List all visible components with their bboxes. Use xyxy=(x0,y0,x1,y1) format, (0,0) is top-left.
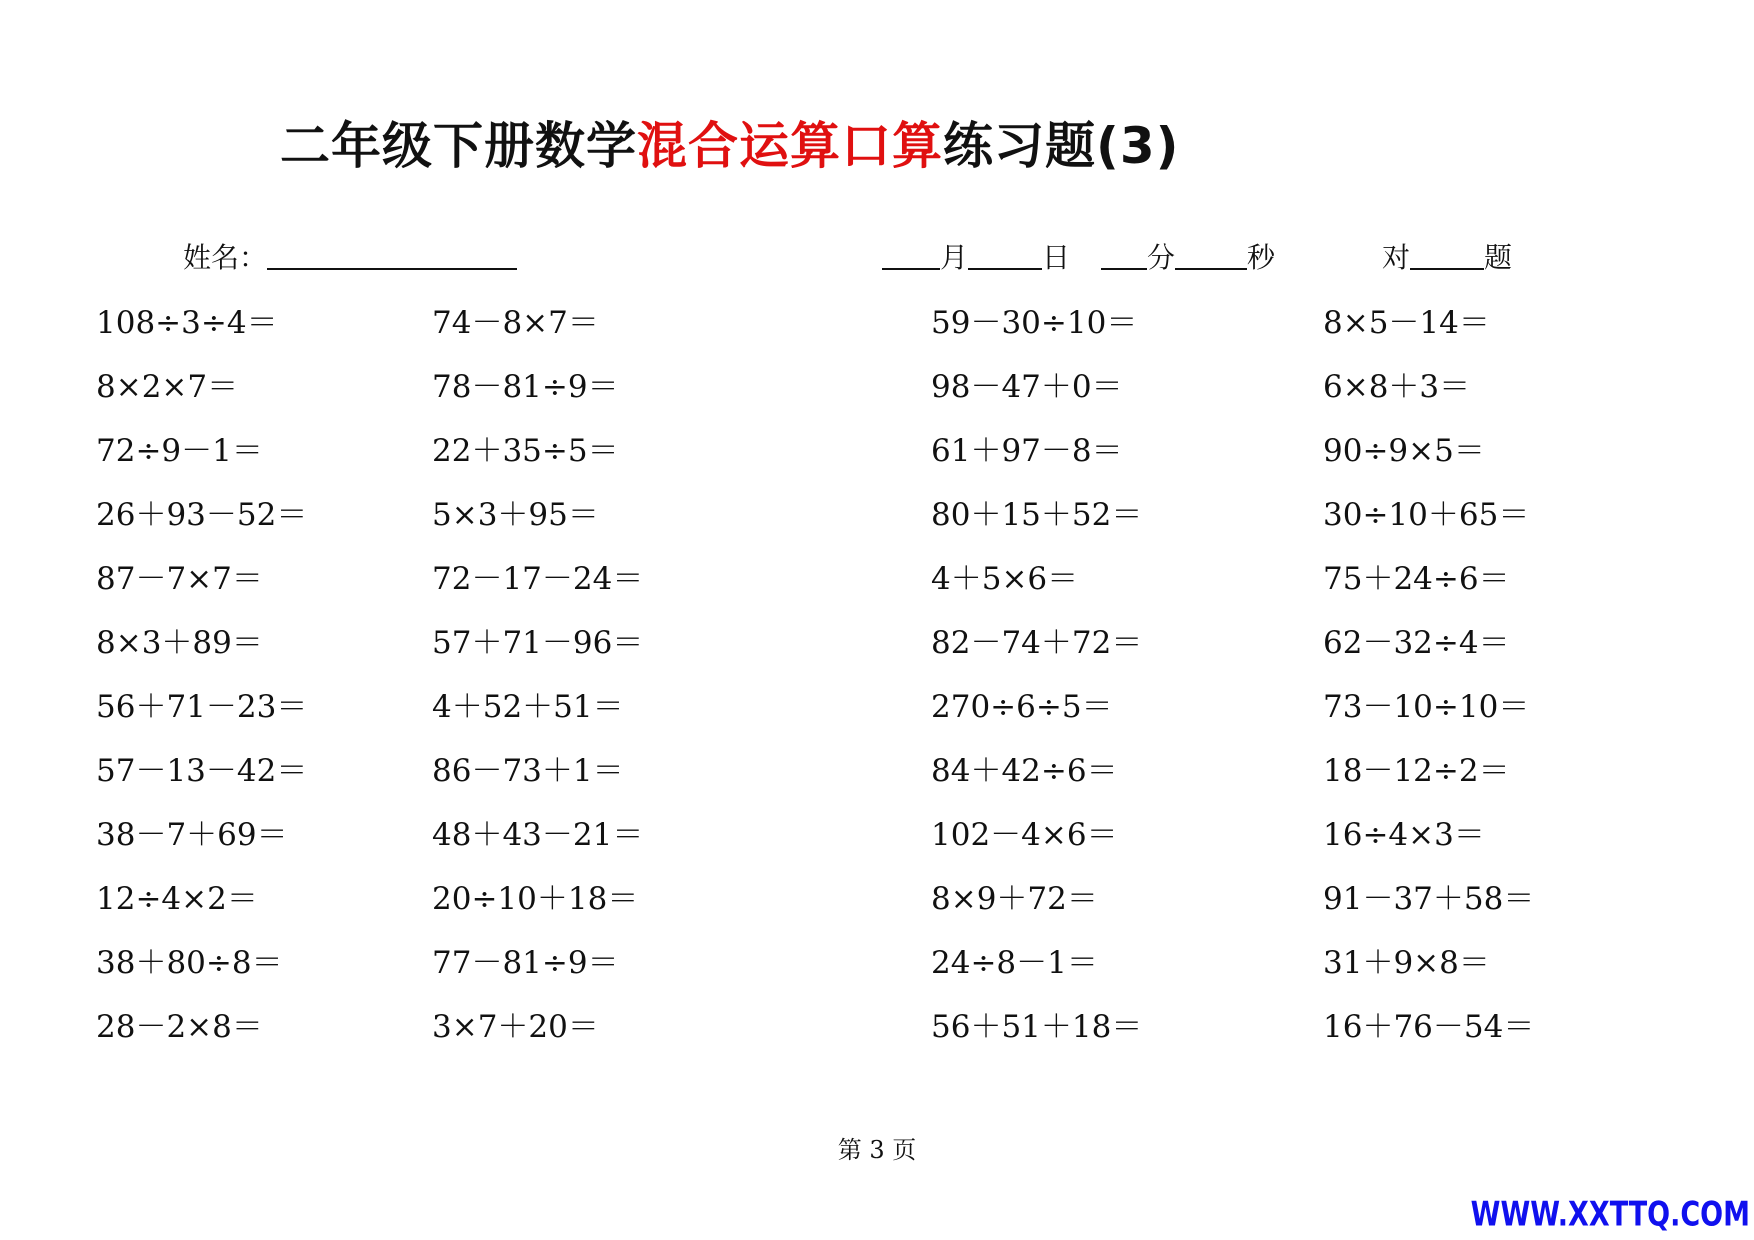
problem-item: 8×9＋72＝ xyxy=(931,881,1098,917)
problem-item: 38－7＋69＝ xyxy=(96,817,288,853)
problem-item: 87－7×7＝ xyxy=(96,561,263,597)
problem-item: 74－8×7＝ xyxy=(432,305,599,341)
problem-item: 57－13－42＝ xyxy=(96,753,308,789)
problem-item: 26＋93－52＝ xyxy=(96,497,308,533)
problem-item: 18－12÷2＝ xyxy=(1323,753,1510,789)
name-blank[interactable] xyxy=(267,238,517,270)
second-blank[interactable] xyxy=(1175,238,1247,270)
score-blank[interactable] xyxy=(1410,238,1484,270)
problem-item: 4＋5×6＝ xyxy=(931,561,1079,597)
score-field xyxy=(1382,238,1512,278)
day-label: 日 xyxy=(1042,241,1071,274)
questions-label: 题 xyxy=(1484,241,1513,274)
problem-item: 6×8＋3＝ xyxy=(1323,369,1471,405)
problem-item: 3×7＋20＝ xyxy=(432,1009,599,1045)
problem-item: 20÷10＋18＝ xyxy=(432,881,639,917)
problem-item: 16＋76－54＝ xyxy=(1323,1009,1535,1045)
problem-item: 62－32÷4＝ xyxy=(1323,625,1510,661)
title-part1: 二年级下册数学 xyxy=(280,117,637,175)
second-label: 秒 xyxy=(1247,241,1276,274)
problem-item: 90÷9×5＝ xyxy=(1323,433,1485,469)
problem-item: 77－81÷9＝ xyxy=(432,945,619,981)
problem-item: 12÷4×2＝ xyxy=(96,881,258,917)
problem-item: 80＋15＋52＝ xyxy=(931,497,1143,533)
problem-item: 28－2×8＝ xyxy=(96,1009,263,1045)
problem-item: 48＋43－21＝ xyxy=(432,817,644,853)
date-field xyxy=(882,238,1070,278)
month-label: 月 xyxy=(940,241,969,274)
problem-item: 78－81÷9＝ xyxy=(432,369,619,405)
problem-item: 24÷8－1＝ xyxy=(931,945,1098,981)
name-label: 姓名： xyxy=(183,241,268,274)
problem-item: 8×3＋89＝ xyxy=(96,625,263,661)
problem-item: 84＋42÷6＝ xyxy=(931,753,1118,789)
problem-item: 102－4×6＝ xyxy=(931,817,1118,853)
problem-item: 8×5－14＝ xyxy=(1323,305,1490,341)
day-blank[interactable] xyxy=(968,238,1042,270)
month-blank[interactable] xyxy=(882,238,940,270)
name-field xyxy=(183,238,517,278)
title-part2: 练习题(3) xyxy=(943,117,1180,175)
problem-item: 91－37＋58＝ xyxy=(1323,881,1535,917)
minute-blank[interactable] xyxy=(1101,238,1147,270)
problem-item: 56＋71－23＝ xyxy=(96,689,308,725)
problem-item: 72－17－24＝ xyxy=(432,561,644,597)
title-highlight: 混合运算口算 xyxy=(637,117,943,175)
time-field xyxy=(1101,238,1275,278)
watermark-logo: WWW.XXTTQ.COM xyxy=(1470,1195,1750,1234)
problem-item: 5×3＋95＝ xyxy=(432,497,599,533)
problem-item: 73－10÷10＝ xyxy=(1323,689,1530,725)
problem-item: 56＋51＋18＝ xyxy=(931,1009,1143,1045)
problem-item: 82－74＋72＝ xyxy=(931,625,1143,661)
problem-item: 16÷4×3＝ xyxy=(1323,817,1485,853)
problem-item: 108÷3÷4＝ xyxy=(96,305,278,341)
page-number: 第 3 页 xyxy=(837,1136,917,1164)
problem-column-3 xyxy=(931,299,1142,1067)
problem-item: 30÷10＋65＝ xyxy=(1323,497,1530,533)
problem-column-2 xyxy=(432,299,643,1067)
problem-item: 57＋71－96＝ xyxy=(432,625,644,661)
problem-item: 22＋35÷5＝ xyxy=(432,433,619,469)
minute-label: 分 xyxy=(1147,241,1176,274)
problem-item: 31＋9×8＝ xyxy=(1323,945,1490,981)
problem-item: 8×2×7＝ xyxy=(96,369,239,405)
info-row xyxy=(0,238,1754,278)
problem-item: 75＋24÷6＝ xyxy=(1323,561,1510,597)
problem-item: 61＋97－8＝ xyxy=(931,433,1123,469)
problem-item: 270÷6÷5＝ xyxy=(931,689,1113,725)
problem-item: 38＋80÷8＝ xyxy=(96,945,283,981)
problem-column-1 xyxy=(96,299,307,1067)
problem-item: 4＋52＋51＝ xyxy=(432,689,624,725)
problem-item: 59－30÷10＝ xyxy=(931,305,1138,341)
problem-column-4 xyxy=(1323,299,1534,1067)
problem-item: 86－73＋1＝ xyxy=(432,753,624,789)
correct-label: 对 xyxy=(1382,241,1411,274)
problem-item: 72÷9－1＝ xyxy=(96,433,263,469)
page-title xyxy=(280,114,1180,178)
problem-item: 98－47＋0＝ xyxy=(931,369,1123,405)
